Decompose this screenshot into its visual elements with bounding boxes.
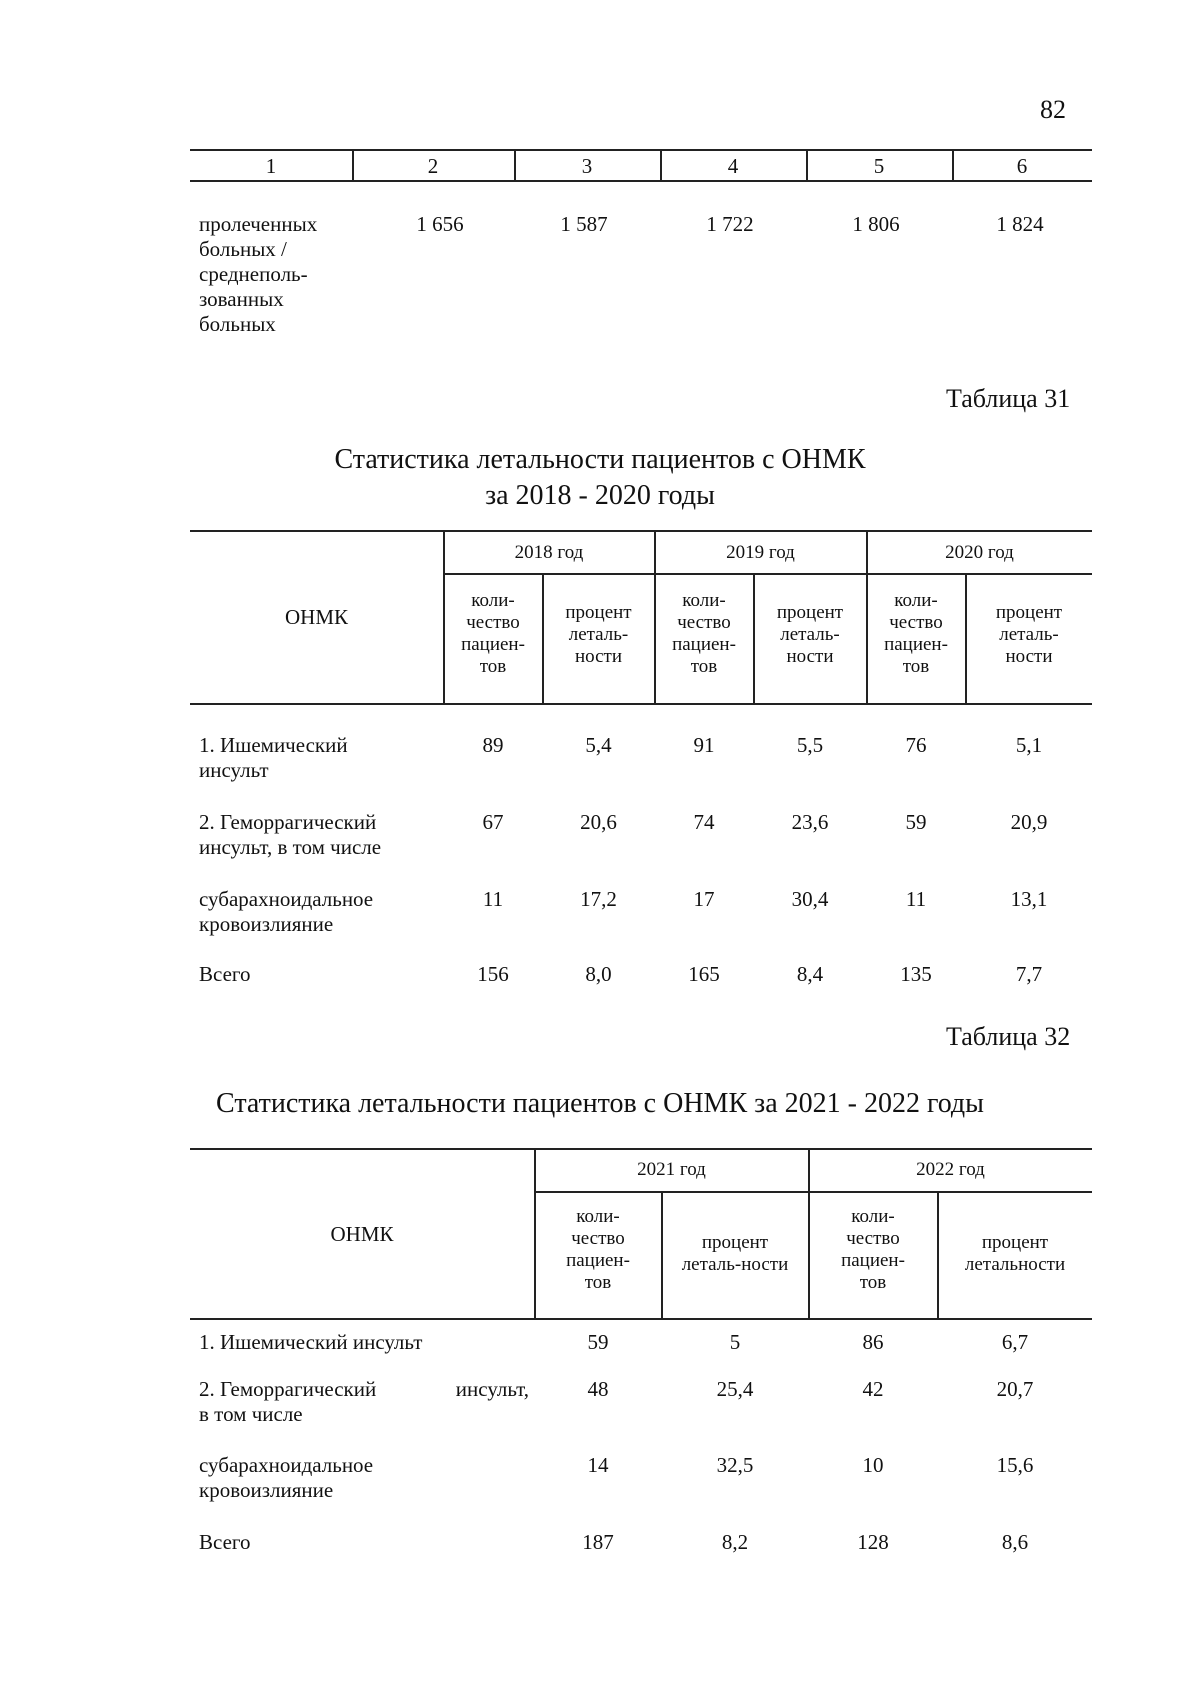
table-row-label: 1. Ишемический инсульт bbox=[199, 1330, 423, 1354]
sub-header-count: коли- чество пациен- тов bbox=[672, 590, 736, 677]
cell-value: 76 bbox=[905, 733, 927, 757]
year-header: 2020 год bbox=[945, 542, 1014, 563]
table31-caption: Таблица 31 bbox=[946, 384, 1071, 413]
year-header: 2021 год bbox=[637, 1159, 706, 1180]
sub-header-percent: процент леталь- ности bbox=[565, 602, 632, 667]
cell-value: 5,4 bbox=[585, 733, 612, 757]
cell-value: 11 bbox=[905, 887, 927, 911]
table-row-label: Всего bbox=[199, 1530, 251, 1554]
cell-value: 59 bbox=[587, 1330, 609, 1354]
table32-caption: Таблица 32 bbox=[946, 1022, 1071, 1051]
cell-value: 8,6 bbox=[1001, 1530, 1029, 1554]
cell-value: 17,2 bbox=[580, 887, 617, 911]
cell-value: 165 bbox=[688, 962, 720, 986]
year-header: 2018 год bbox=[514, 542, 584, 563]
cell-value: 30,4 bbox=[791, 887, 829, 911]
table-row-label: 2. Геморрагический инсульт, в том числе bbox=[199, 810, 382, 859]
cell-value: 48 bbox=[587, 1377, 609, 1401]
table-row-label: 1. Ишемический инсульт bbox=[199, 733, 348, 782]
cell-value: 1 656 bbox=[416, 212, 464, 236]
col-header: 3 bbox=[581, 154, 593, 178]
cell-value: 6,7 bbox=[1001, 1330, 1029, 1354]
cell-value: 5 bbox=[729, 1330, 741, 1354]
cell-value: 17 bbox=[693, 887, 715, 911]
cell-value: 20,6 bbox=[580, 810, 617, 834]
col-header: 4 bbox=[727, 154, 739, 178]
sub-header-percent: процент леталь- ности bbox=[995, 602, 1063, 667]
cell-value: 11 bbox=[482, 887, 504, 911]
cell-value: 20,9 bbox=[1010, 810, 1048, 834]
cell-value: 156 bbox=[477, 962, 509, 986]
table31-title: Статистика летальности пациентов с ОНМК за 2018 - 2020 годы bbox=[334, 444, 866, 511]
cell-value: 8,2 bbox=[721, 1530, 749, 1554]
cell-value: 42 bbox=[862, 1377, 884, 1401]
cell-value: 89 bbox=[482, 733, 504, 757]
col-header-onmk: ОНМК bbox=[330, 1222, 394, 1246]
cell-value: 86 bbox=[862, 1330, 884, 1354]
cell-value: 13,1 bbox=[1010, 887, 1048, 911]
cell-value: 8,0 bbox=[585, 962, 612, 986]
col-header: 6 bbox=[1016, 154, 1028, 178]
year-header: 2019 год bbox=[726, 542, 795, 563]
sub-header-percent: процент леталь-ности bbox=[681, 1232, 789, 1275]
table-row-label: Всего bbox=[199, 962, 251, 986]
cell-value: 23,6 bbox=[791, 810, 829, 834]
cell-value: 20,7 bbox=[996, 1377, 1034, 1401]
sub-header-count: коли- чество пациен- тов bbox=[884, 590, 948, 677]
cell-value: 1 824 bbox=[996, 212, 1044, 236]
sub-header-count: коли- чество пациен- тов bbox=[461, 590, 525, 677]
col-header: 1 bbox=[265, 154, 277, 178]
col-header-onmk: ОНМК bbox=[284, 605, 348, 629]
cell-value: 135 bbox=[900, 962, 932, 986]
cell-value: 10 bbox=[862, 1453, 884, 1477]
cell-value: 7,7 bbox=[1015, 962, 1043, 986]
cell-value: 74 bbox=[693, 810, 715, 834]
page-number: 82 bbox=[1040, 95, 1066, 124]
row-label: пролеченных больных / среднеполь- зованных больных bbox=[199, 212, 318, 336]
year-header: 2022 год bbox=[916, 1159, 985, 1180]
cell-value: 128 bbox=[857, 1530, 889, 1554]
cell-value: 1 587 bbox=[560, 212, 608, 236]
sub-header-count: коли- чество пациен- тов bbox=[841, 1206, 905, 1293]
cell-value: 8,4 bbox=[796, 962, 824, 986]
cell-value: 187 bbox=[582, 1530, 614, 1554]
col-header: 2 bbox=[427, 154, 439, 178]
table-row-label: 2. Геморрагический инсульт, в том числе bbox=[199, 1377, 529, 1426]
cell-value: 25,4 bbox=[716, 1377, 754, 1401]
col-header: 5 bbox=[873, 154, 885, 178]
cell-value: 32,5 bbox=[716, 1453, 754, 1477]
sub-header-percent: процент летальности bbox=[964, 1232, 1066, 1275]
table-row-label: субарахноидальное кровоизлияние bbox=[199, 887, 374, 936]
table32-title: Статистика летальности пациентов с ОНМК за 2021 - 2022 годы bbox=[216, 1088, 984, 1119]
cell-value: 5,5 bbox=[796, 733, 824, 757]
cell-value: 91 bbox=[693, 733, 715, 757]
cell-value: 15,6 bbox=[996, 1453, 1034, 1477]
sub-header-count: коли- чество пациен- тов bbox=[566, 1206, 630, 1293]
table-row-label: субарахноидальное кровоизлияние bbox=[199, 1453, 374, 1502]
cell-value: 14 bbox=[587, 1453, 609, 1477]
cell-value: 1 806 bbox=[852, 212, 900, 236]
cell-value: 1 722 bbox=[706, 212, 754, 236]
cell-value: 5,1 bbox=[1015, 733, 1043, 757]
cell-value: 59 bbox=[905, 810, 927, 834]
sub-header-percent: процент леталь- ности bbox=[776, 602, 844, 667]
cell-value: 67 bbox=[482, 810, 504, 834]
